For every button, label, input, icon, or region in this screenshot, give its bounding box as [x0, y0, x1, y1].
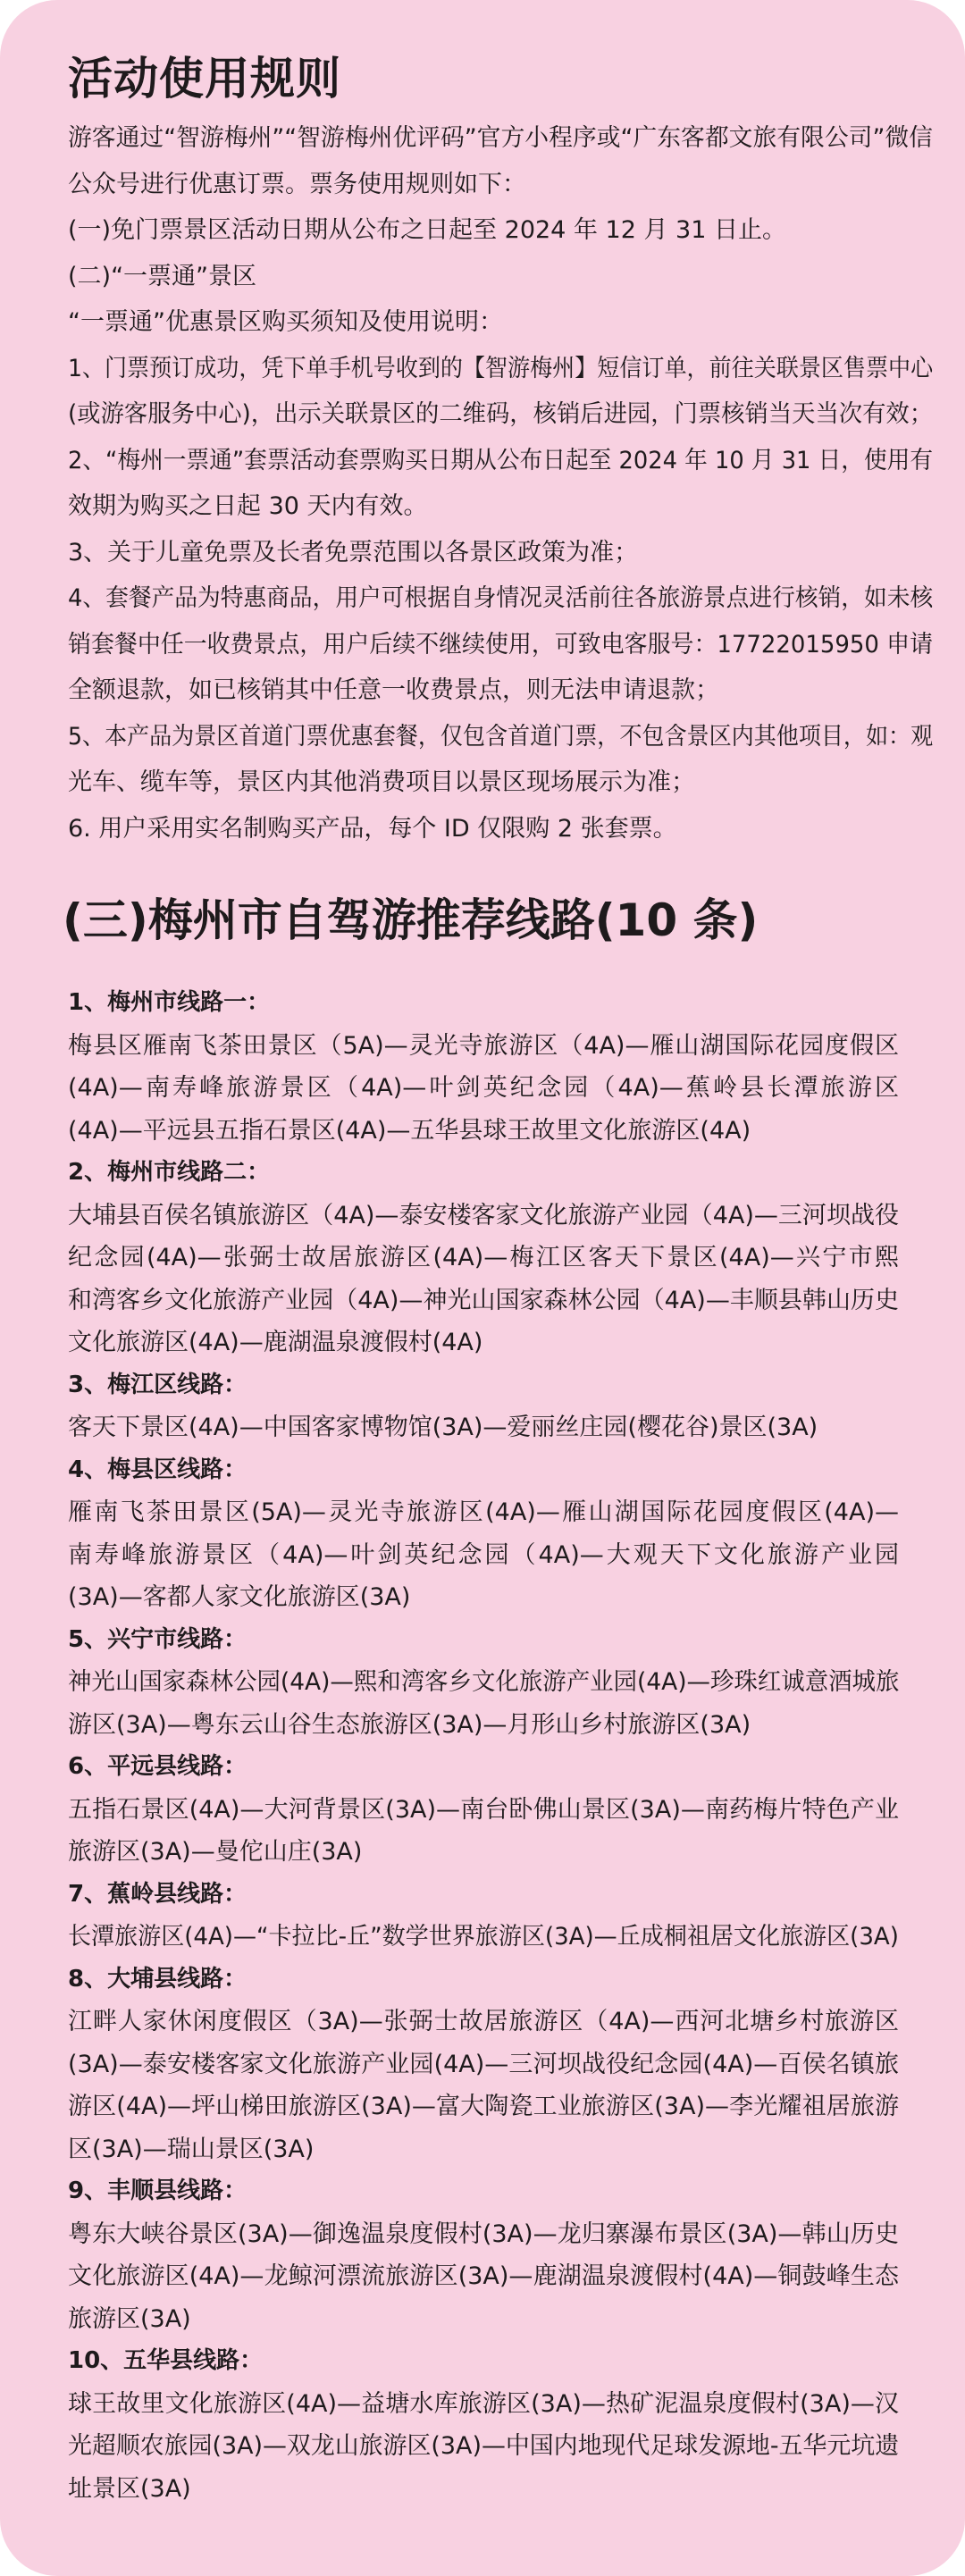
routes-heading: (三)梅州市自驾游推荐线路(10 条)	[63, 894, 759, 946]
rule-paragraph	[68, 299, 933, 346]
text-line: 2、“梅州一票通”套票活动套票购买日期从公布日起至 2024 年 10 月 31 日，使用有	[68, 446, 934, 474]
text-line: 球王故里文化旅游区(4A)—益塘水库旅游区(3A)—热矿泥温泉度假村(3A)—汉	[68, 2389, 899, 2418]
text-line: 旅游区(3A)	[68, 2304, 191, 2333]
text-line: 五指石景区(4A)—大河背景区(3A)—南台卧佛山景区(3A)—南药梅片特色产业	[68, 1795, 899, 1824]
rule-paragraph	[68, 806, 933, 852]
route-item	[68, 2340, 899, 2510]
text-line: 4、套餐产品为特惠商品，用户可根据自身情况灵活前往各旅游景点进行核销，如未核	[68, 584, 934, 612]
text-line: (3A)—客都人家文化旅游区(3A)	[68, 1583, 411, 1611]
text-line: 神光山国家森林公园(4A)—熙和湾客乡文化旅游产业园(4A)—珍珠红诚意酒城旅	[68, 1668, 900, 1696]
rule-paragraph	[68, 438, 933, 530]
route-title: 1、梅州市线路一：	[68, 989, 271, 1016]
text-line: 雁南飞茶田景区(5A)—灵光寺旅游区(4A)—雁山湖国际花园度假区(4A)—	[68, 1498, 899, 1526]
route-title: 10、五华县线路：	[68, 2347, 264, 2374]
text-line: 南寿峰旅游景区（4A)—叶剑英纪念园（4A)—大观天下文化旅游产业园	[68, 1540, 899, 1569]
text-line: (或游客服务中心)，出示关联景区的二维码，核销后进园，门票核销当天当次有效；	[68, 400, 934, 428]
text-line: 全额退款，如已核销其中任意一收费景点，则无法申请退款；	[68, 676, 719, 704]
route-title: 2、梅州市线路二：	[68, 1159, 271, 1186]
text-line: 游区(3A)—粤东云山谷生态旅游区(3A)—月形山乡村旅游区(3A)	[68, 1710, 751, 1739]
text-line: 文化旅游区(4A)—鹿湖温泉渡假村(4A)	[68, 1329, 483, 1356]
text-line: 客天下景区(4A)—中国客家博物馆(3A)—爱丽丝庄园(樱花谷)景区(3A)	[68, 1414, 818, 1441]
text-line: 3、关于儿童免票及长者免票范围以各景区政策为准；	[68, 538, 639, 566]
route-item	[68, 1619, 899, 1747]
route-title: 6、平远县线路：	[68, 1753, 248, 1780]
route-item	[68, 1874, 899, 1959]
routes-list	[68, 982, 899, 2510]
text-line: 和湾客乡文化旅游产业园（4A)—神光山国家森林公园（4A)—丰顺县韩山历史	[68, 1286, 899, 1314]
route-title: 8、大埔县线路：	[68, 1965, 248, 1993]
text-line: “一票通”优惠景区购买须知及使用说明：	[68, 308, 503, 336]
text-line: 销套餐中任一收费景点，用户后续不继续使用，可致电客服号：17722015950 申请	[68, 630, 933, 659]
text-line: 梅县区雁南飞茶田景区（5A)—灵光寺旅游区（4A)—雁山湖国际花园度假区	[68, 1031, 899, 1060]
text-line: 公众号进行优惠订票。票务使用规则如下：	[68, 170, 526, 198]
rule-paragraph	[68, 575, 933, 714]
text-line: (3A)—泰安楼客家文化旅游产业园(4A)—三河坝战役纪念园(4A)—百侯名镇旅	[68, 2050, 899, 2078]
text-line: 旅游区(3A)—曼佗山庄(3A)	[68, 1838, 363, 1866]
route-title: 7、蕉岭县线路：	[68, 1880, 248, 1908]
text-line: 5、本产品为景区首道门票优惠套餐，仅包含首道门票，不包含景区内其他项目，如：观	[68, 722, 934, 751]
route-title: 3、梅江区线路：	[68, 1371, 248, 1398]
route-item	[68, 2170, 899, 2340]
text-line: 长潭旅游区(4A)—“卡拉比-丘”数学世界旅游区(3A)—丘成桐祖居文化旅游区(3A)	[68, 1923, 899, 1951]
rule-paragraph	[68, 115, 933, 207]
route-title: 4、梅县区线路：	[68, 1456, 248, 1483]
text-line: 光超顺农旅园(3A)—双龙山旅游区(3A)—中国内地现代足球发源地-五华元坑遗	[68, 2432, 900, 2460]
text-line: 效期为购买之日起 30 天内有效。	[68, 492, 428, 520]
text-line: 游客通过“智游梅州”“智游梅州优评码”官方小程序或“广东客都文旅有限公司”微信	[68, 124, 933, 152]
text-line: 江畔人家休闲度假区（3A)—张弼士故居旅游区（4A)—西河北塘乡村旅游区	[68, 2008, 899, 2035]
route-item	[68, 1152, 899, 1364]
route-item	[68, 1449, 899, 1619]
text-line: 6. 用户采用实名制购买产品，每个 ID 仅限购 2 张套票。	[68, 814, 677, 843]
rule-paragraph	[68, 346, 933, 438]
route-item	[68, 982, 899, 1152]
rule-paragraph	[68, 714, 933, 806]
text-line: 大埔县百侯名镇旅游区（4A)—泰安楼客家文化旅游产业园（4A)—三河坝战役	[68, 1201, 899, 1229]
text-line: 1、门票预订成功，凭下单手机号收到的【智游梅州】短信订单，前往关联景区售票中心	[68, 354, 934, 382]
rule-paragraph	[68, 207, 933, 254]
route-item	[68, 1746, 899, 1874]
route-title: 5、兴宁市线路：	[68, 1625, 248, 1653]
rule-paragraph	[68, 530, 933, 576]
text-line: (二)“一票通”景区	[68, 262, 257, 290]
text-line: 区(3A)—瑞山景区(3A)	[68, 2135, 315, 2163]
route-item	[68, 1959, 899, 2171]
text-line: (4A)—南寿峰旅游景区（4A)—叶剑英纪念园（4A)—蕉岭县长潭旅游区	[68, 1074, 899, 1102]
text-line: (一)免门票景区活动日期从公布之日起至 2024 年 12 月 31 日止。	[68, 216, 786, 244]
text-line: 游区(4A)—坪山梯田旅游区(3A)—富大陶瓷工业旅游区(3A)—李光耀祖居旅游	[68, 2093, 899, 2120]
text-line: 光车、缆车等，景区内其他消费项目以景区现场展示为准；	[68, 768, 695, 796]
text-line: 址景区(3A)	[68, 2474, 191, 2503]
text-line: 纪念园(4A)—张弼士故居旅游区(4A)—梅江区客天下景区(4A)—兴宁市熙	[68, 1244, 899, 1271]
route-title: 9、丰顺县线路：	[68, 2177, 248, 2204]
rules-body	[68, 115, 933, 852]
route-item	[68, 1364, 899, 1449]
text-line: 粤东大峡谷景区(3A)—御逸温泉度假村(3A)—龙归寨瀑布景区(3A)—韩山历史	[68, 2219, 899, 2248]
rules-title: 活动使用规则	[68, 53, 341, 105]
text-line: (4A)—平远县五指石景区(4A)—五华县球王故里文化旅游区(4A)	[68, 1116, 751, 1145]
text-line: 文化旅游区(4A)—龙鲸河漂流旅游区(3A)—鹿湖温泉渡假村(4A)—铜鼓峰生态	[68, 2262, 899, 2290]
rule-paragraph	[68, 254, 933, 300]
